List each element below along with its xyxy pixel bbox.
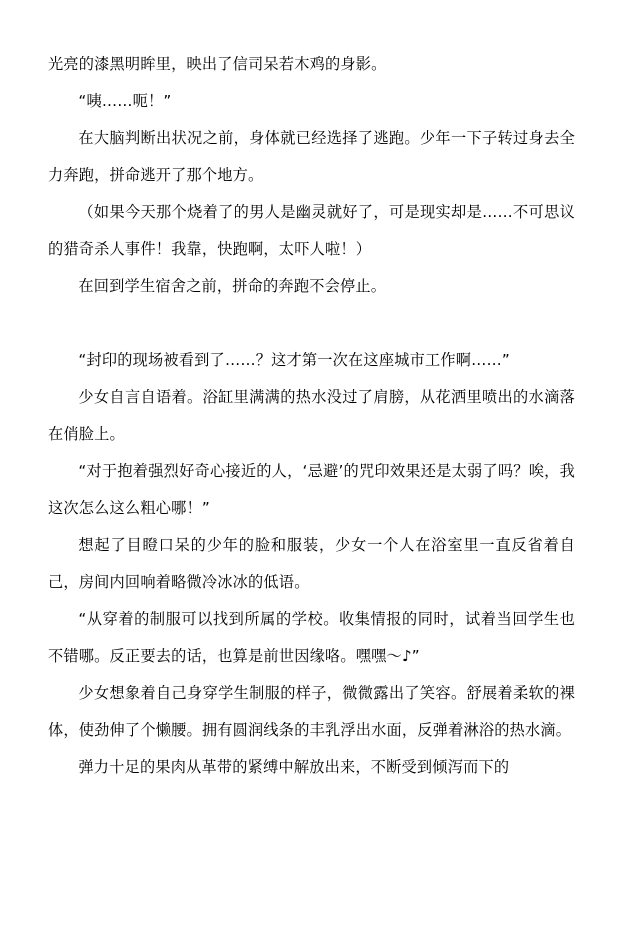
paragraph: 少女自言自语着。浴缸里满满的热水没过了肩膀，从花洒里喷出的水滴落在俏脸上。 bbox=[48, 388, 575, 443]
document-body bbox=[48, 46, 575, 786]
paragraph: 想起了目瞪口呆的少年的脸和服装，少女一个人在浴室里一直反省着自己，房间内回响着略微冷冰冰的低语。 bbox=[48, 536, 575, 591]
paragraph: 弹力十足的果肉从革带的紧缚中解放出来，不断受到倾泻而下的 bbox=[78, 758, 510, 776]
paragraph: 少女想象着自己身穿学生制服的样子，微微露出了笑容。舒展着柔软的裸体，使劲伸了个懒腰。拥有圆润线条的丰乳浮出水面，反弹着淋浴的热水滴。 bbox=[48, 684, 575, 739]
section-break bbox=[48, 305, 575, 342]
paragraph: 光亮的漆黑明眸里，映出了信司呆若木鸡的身影。 bbox=[48, 55, 387, 73]
paragraph: 在回到学生宿舍之前，拼命的奔跑不会停止。 bbox=[78, 277, 387, 295]
paragraph: “封印的现场被看到了……？这才第一次在这座城市工作啊……” bbox=[78, 351, 510, 369]
paragraph: （如果今天那个烧着了的男人是幽灵就好了，可是现实却是……不可思议的猎奇杀人事件！我靠，快跑啊，太吓人啦！） bbox=[48, 203, 575, 258]
paragraph: “从穿着的制服可以找到所属的学校。收集情报的同时，试着当回学生也不错哪。反正要去的话，也算是前世因缘咯。嘿嘿～♪” bbox=[48, 610, 575, 665]
paragraph: “咦……呃！” bbox=[78, 92, 172, 110]
paragraph: “对于抱着强烈好奇心接近的人，‘忌避’的咒印效果还是太弱了吗？唉，我这次怎么这么粗心哪！” bbox=[48, 462, 575, 517]
paragraph: 在大脑判断出状况之前，身体就已经选择了逃跑。少年一下子转过身去全力奔跑，拼命逃开了那个地方。 bbox=[48, 129, 575, 184]
